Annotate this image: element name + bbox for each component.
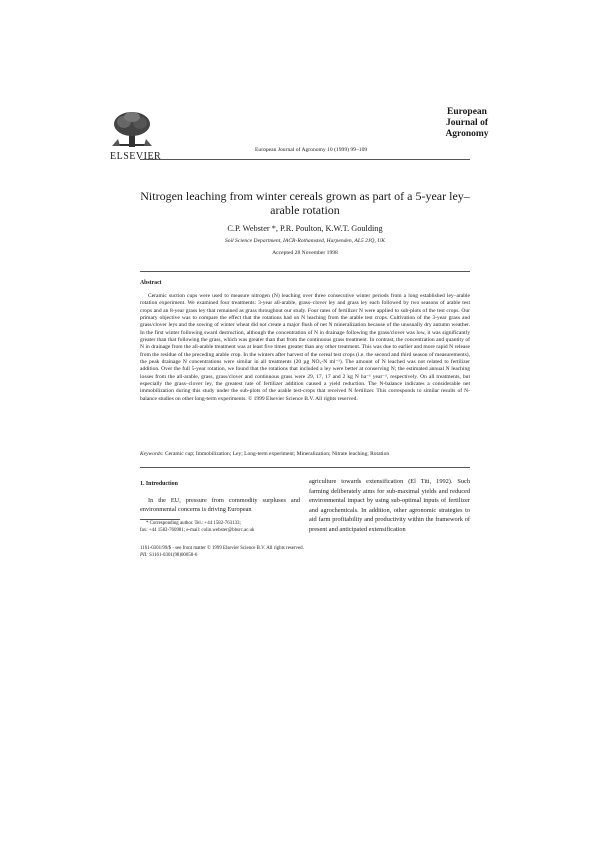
left-column: [140, 480, 300, 515]
keywords-list: Ceramic cup; Immobilization; Ley; Long-term experiment; Mineralization; Nitrate leaching; Rotation: [165, 451, 390, 457]
abstract-top-rule: [140, 271, 470, 272]
intro-paragraph-right: agriculture towards extensification (El Titi, 1992). Such farming deliberately aims for sub-maximal yields and reduced environmental impact by using sub-optimal inputs of fertilizer and agrochemicals. In addition, other agronomic strategies to aid farm profitability and productivity within the framework of present and anticipated extensification: [309, 478, 470, 533]
abstract-text: Ceramic suction cups were used to measure nitrogen (N) leaching over three consecutive winter periods from a long established ley–arable rotation experiment. We examined four treatments: 3-year all-arable, grass–clover ley and grass ley each followed by two seasons of arable test crops and an 8-year grass ley that remained as grass throughout our study. Four rates of fertilizer N were applied to sub-plots of the test crops. Our primary objective was to compare the effect that the rotations had on N leaching from the arable test crops. Cultivation of the 3-year grass and grass/clover leys and the sowing of winter wheat did not create a major flush of net N mineralization because of the unusually dry autumn weather. In the first winter following sward destruction, although the concentration of N in drainage following the grass/clover was low, it was significantly greater than that following the grass, which was greater than that from the continuous grass treatment. In contrast, the concentration and quantity of N in drainage from the all-arable treatment was at least five times greater than any other treatment. This was due to earlier and more rapid N release from the residue of the preceding arable crop. In the winters after harvest of the cereal test crops (i.e. the second and third season of measurements), the peak drainage N concentrations were similar in all treatments (20 µg NO₃-N ml⁻¹). The amount of N leached was not related to fertilizer addition. Over the full 5-year rotation, we found that the rotations that included a ley were better at conserving N; the estimated annual N leaching losses from the all-arable, grass, grass/clover and continuous grass were 29, 17, 17 and 2 kg N ha⁻¹ year⁻¹, respectively. On all treatments, but especially the grass–clover ley, the greatest rate of fertilizer addition caused a yield reduction. The N-balance indicates a considerable net immobilization during this study under the sub-plots of the arable test-crops that received N fertilizer. This corresponds to similar results of N-balance studies on other long-term experiments. © 1999 Elsevier Science B.V. All rights reserved.: [140, 293, 470, 402]
publisher-name: ELSEVIER: [110, 151, 162, 162]
article-authors: C.P. Webster *, P.R. Poulton, K.W.T. Goulding: [227, 224, 383, 233]
abstract-bottom-rule: [140, 467, 470, 468]
article-title: Nitrogen leaching from winter cereals grown as part of a 5-year ley–arable rotation: [140, 189, 470, 217]
section-heading: 1. Introduction: [140, 481, 178, 487]
footnote-line: * Corresponding author. Tel.: +44 1582-763133;: [146, 521, 241, 526]
journal-name: [437, 107, 497, 140]
accepted-date: Accepted 28 November 1998: [272, 250, 338, 256]
journal-reference: European Journal of Agronomy 10 (1999) 99–109: [255, 147, 368, 153]
pii-value: S1161-0301(98)00058-6: [149, 552, 198, 558]
footnote-rule: [140, 519, 180, 520]
keywords-line: [140, 451, 470, 458]
elsevier-tree-icon: [108, 110, 156, 150]
header-rule: [140, 159, 470, 160]
article-affiliation: Soil Science Department, IACR-Rothamsted, Harpenden, AL5 2JQ, UK: [224, 238, 386, 244]
copyright-block: [140, 546, 470, 559]
footnote-line: fax: +44 1582-760981; e-mail: colin.webster@bbsrc.ac.uk: [140, 527, 255, 533]
intro-paragraph-left: In the EU, pressure from commodity surpluses and environmental concerns is driving European: [140, 496, 300, 514]
journal-name-line: European: [447, 107, 487, 117]
journal-name-line: Journal of: [446, 118, 488, 128]
pii-line: [140, 553, 470, 560]
abstract-heading: Abstract: [140, 280, 162, 286]
copyright-line: 1161-0301/99/$ - see front matter © 1999 Elsevier Science B.V. All rights reserved.: [140, 546, 304, 551]
footnote: [140, 521, 300, 534]
journal-name-line: Agronomy: [445, 129, 489, 139]
elsevier-logo: [108, 110, 162, 162]
keywords-label: Keywords:: [140, 451, 164, 457]
pii-label: PII:: [140, 552, 148, 558]
